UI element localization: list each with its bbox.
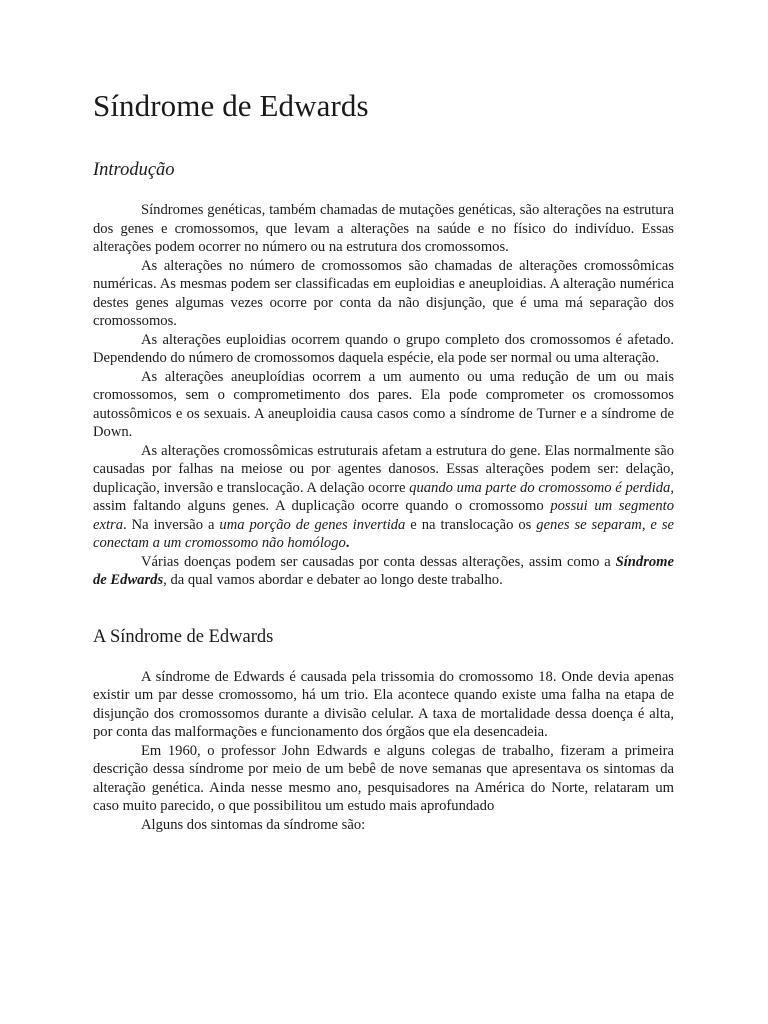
intro-paragraph-5 (93, 442, 674, 553)
intro-paragraph-3: As alterações euploidias ocorrem quando o grupo completo dos cromossomos é afetado. Dependendo do número de cromossomos daquela espécie, ela pode ser normal ou uma alteração. (93, 331, 674, 366)
section-paragraph-1: A síndrome de Edwards é causada pela trissomia do cromossomo 18. Onde devia apenas existir um par desse cromossomo, há um trio. Ela acontece quando existe uma falha na etapa de disjunção dos cromossomos durante a divisão celular. A taxa de mortalidade dessa doença é alta, por conta das malformações e funcionamento dos órgãos que ela desencadeia. (93, 668, 674, 740)
italic-run: quando uma parte do cromossomo é perdida, (409, 479, 674, 496)
section-heading: A Síndrome de Edwards (93, 626, 274, 647)
text-run: As alterações cromossômicas estruturais afetam a estrutura do gene. Elas normalmente são causadas por falhas na meiose ou por agentes danosos. Essas alterações podem ser: delação, duplicação, inversão e translocação. A delação ocorre (93, 442, 674, 496)
text-run: e na translocação os (405, 516, 537, 533)
text-run: assim faltando alguns genes. A duplicação ocorre quando o cromossomo (93, 498, 551, 514)
intro-paragraph-2: As alterações no número de cromossomos são chamadas de alterações cromossômicas numéricas. As mesmas podem ser classificadas em euploidias e aneuploidias. A alteração numérica destes genes algumas vezes ocorre por conta da não disjunção, que é uma má separação dos cromossomos. (93, 257, 674, 329)
text-run: . (345, 535, 350, 551)
italic-run: genes se separam, e se conectam a um cromossomo não homólogo (93, 516, 674, 551)
intro-paragraph-4: As alterações aneuploídias ocorrem a um aumento ou uma redução de um ou mais cromossomos, sem o comprometimento dos pares. Ela pode comprometer os cromossomos autossômicos e os sexuais. A aneuploidia causa casos como a síndrome de Turner e a síndrome de Down. (93, 368, 674, 440)
italic-run: possui um segmento extra (93, 498, 674, 533)
intro-paragraph-1: Síndromes genéticas, também chamadas de mutações genéticas, são alterações na estrutura dos genes e cromossomos, que levam a alterações na saúde e no físico do indivíduo. Essas alterações podem ocorrer no número ou na estrutura dos cromossomos. (93, 202, 674, 255)
italic-run: uma porção de genes invertida (219, 516, 406, 533)
bold-italic-run: Síndrome de Edwards (93, 553, 674, 588)
text-run: , da qual vamos abordar e debater ao longo deste trabalho. (163, 572, 503, 588)
section-body (93, 668, 674, 835)
section-paragraph-3: Alguns dos sintomas da síndrome são: (141, 816, 366, 833)
intro-paragraph-6 (93, 553, 674, 590)
document-title: Síndrome de Edwards (93, 88, 369, 123)
intro-heading: Introdução (93, 160, 175, 180)
text-run: Várias doenças podem ser causadas por conta dessas alterações, assim como a (141, 553, 616, 570)
section-paragraph-2: Em 1960, o professor John Edwards e alguns colegas de trabalho, fizeram a primeira descrição dessa síndrome por meio de um bebê de nove semanas que apresentava os sintomas da alteração genética. Ainda nesse mesmo ano, pesquisadores na América do Norte, relataram um caso muito parecido, o que possibilitou um estudo mais aprofundado (93, 742, 674, 814)
intro-section-body (93, 201, 674, 590)
text-run: . Na inversão a (123, 516, 220, 533)
